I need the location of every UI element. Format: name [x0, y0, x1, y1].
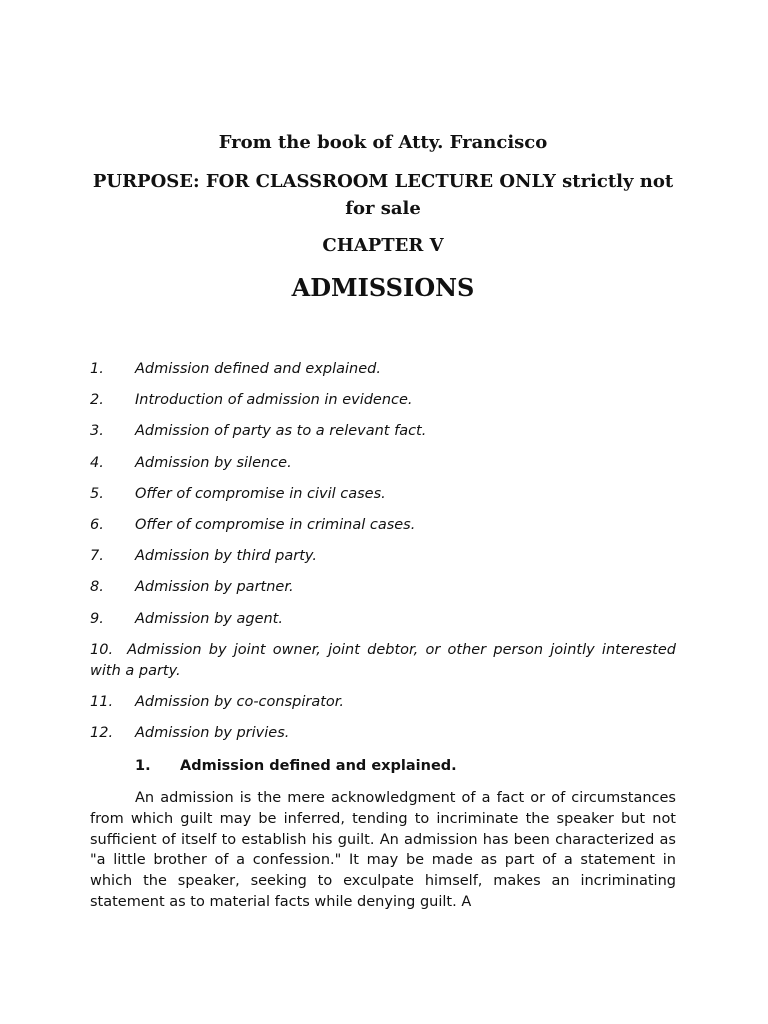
toc-item-number: 11.: [90, 693, 114, 710]
toc-item-number: 10.: [90, 641, 114, 658]
toc-item-number: 8.: [90, 579, 104, 596]
toc-item-text: Admission of party as to a relevant fact.: [135, 423, 427, 440]
table-of-contents: [90, 359, 676, 754]
toc-item-number: 5.: [90, 485, 104, 502]
toc-item-text: Admission defined and explained.: [135, 361, 381, 377]
toc-item-text: Admission by co-conspirator.: [135, 693, 345, 710]
toc-item: [90, 390, 676, 411]
toc-item: [90, 640, 676, 682]
toc-item-number: 4.: [90, 454, 104, 471]
toc-item: [90, 421, 676, 442]
toc-item-number: 2.: [90, 392, 104, 409]
toc-item: [90, 546, 676, 567]
source-line: From the book of Atty. Francisco: [218, 132, 548, 153]
toc-item: [90, 577, 676, 598]
toc-item: [90, 723, 676, 744]
toc-item-text: Offer of compromise in civil cases.: [135, 485, 386, 502]
toc-item-text: Admission by privies.: [135, 725, 290, 742]
toc-item-text: Admission by partner.: [135, 579, 294, 596]
section-heading: [135, 756, 457, 777]
toc-item-number: 9.: [90, 610, 104, 627]
purpose-line: PURPOSE: FOR CLASSROOM LECTURE ONLY strictly not for sale: [92, 171, 674, 219]
toc-item-text: Admission by agent.: [135, 610, 283, 627]
toc-item-number: 1.: [90, 361, 104, 377]
toc-item: [90, 515, 676, 536]
toc-item: [90, 484, 676, 505]
toc-item-number: 3.: [90, 423, 104, 440]
section-number: 1.: [135, 758, 151, 774]
chapter-label: CHAPTER V: [322, 235, 444, 256]
section-title: Admission defined and explained.: [180, 758, 457, 774]
toc-item-text: Offer of compromise in criminal cases.: [135, 516, 416, 533]
toc-item: [90, 453, 676, 474]
chapter-title: ADMISSIONS: [291, 273, 475, 302]
toc-item-text: Admission by joint owner, joint debtor, or other person jointly interested with a party.: [90, 641, 676, 679]
toc-item-text: Admission by silence.: [135, 454, 292, 471]
toc-item: [90, 359, 676, 380]
toc-item-number: 6.: [90, 516, 104, 533]
toc-item-number: 12.: [90, 725, 114, 742]
toc-item: [90, 692, 676, 713]
toc-item-number: 7.: [90, 548, 104, 565]
body-paragraph: An admission is the mere acknowledgment of a fact or of circumstances from which guilt may be inferred, tending to incriminate the speaker but not sufficient of itself to establish his guilt. An admission has been characterized as "a little brother of a confession." It may be made as part of a statement in which the speaker, seeking to exculpate himself, makes an incriminating statement as to material facts while denying guilt. A: [90, 790, 676, 910]
toc-item-text: Admission by third party.: [135, 548, 317, 565]
toc-item: [90, 609, 676, 630]
toc-item-text: Introduction of admission in evidence.: [135, 392, 413, 409]
